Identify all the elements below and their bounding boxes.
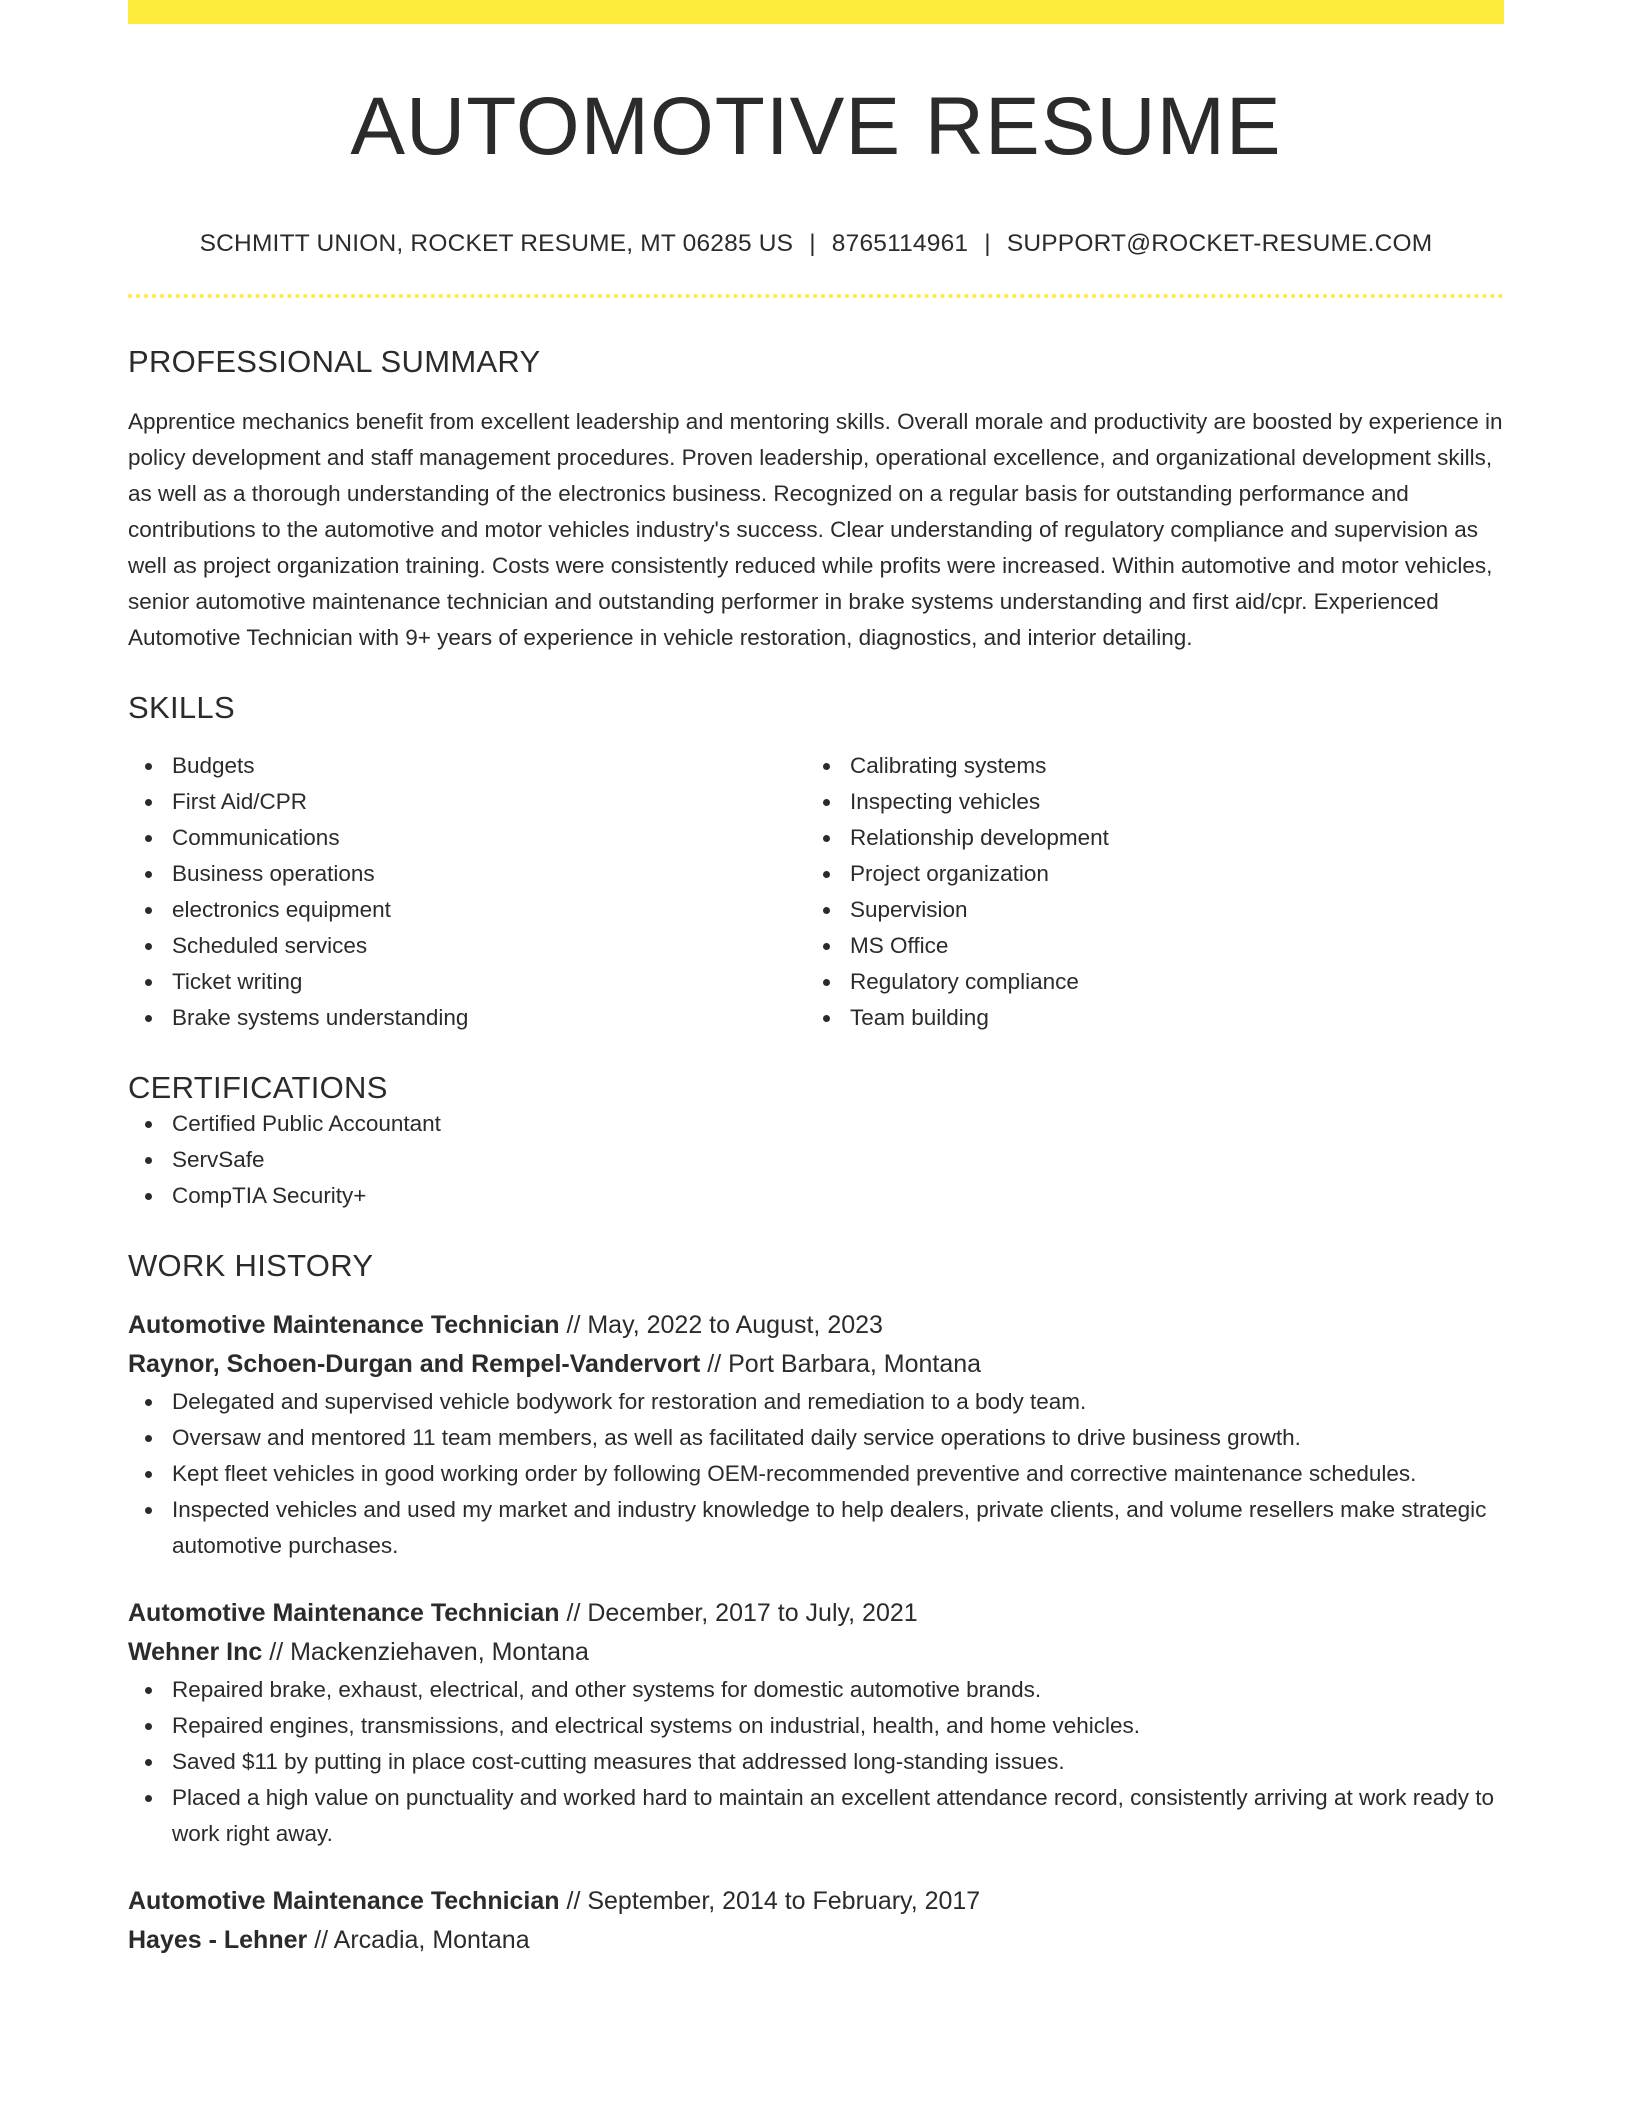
- certification-item: ServSafe: [172, 1142, 1504, 1178]
- job-role-line: [128, 1882, 1504, 1921]
- skills-heading: SKILLS: [128, 690, 235, 726]
- skill-item: Scheduled services: [172, 928, 806, 964]
- header-divider: [128, 294, 1504, 298]
- certifications-list: [128, 1106, 1504, 1214]
- job-role: Automotive Maintenance Technician: [128, 1599, 560, 1628]
- contact-line: [128, 230, 1504, 258]
- skill-item: Calibrating systems: [850, 748, 1484, 784]
- job-role-line: [128, 1594, 1504, 1633]
- resume-page: [128, 0, 1504, 1960]
- job-dates: // May, 2022 to August, 2023: [566, 1311, 883, 1340]
- contact-email: SUPPORT@ROCKET-RESUME.COM: [1006, 230, 1433, 258]
- skill-item: First Aid/CPR: [172, 784, 806, 820]
- job-company-line: [128, 1633, 1504, 1672]
- certification-item: CompTIA Security+: [172, 1178, 1504, 1214]
- skill-item: Budgets: [172, 748, 806, 784]
- job-entry: [128, 1594, 1504, 1852]
- skill-item: Business operations: [172, 856, 806, 892]
- job-role-line: [128, 1306, 1504, 1345]
- summary-heading: PROFESSIONAL SUMMARY: [128, 344, 541, 380]
- work-history-heading: WORK HISTORY: [128, 1248, 374, 1284]
- contact-separator: |: [984, 230, 991, 258]
- job-role: Automotive Maintenance Technician: [128, 1311, 560, 1340]
- job-bullet: Repaired engines, transmissions, and electrical systems on industrial, health, and home vehicles.: [172, 1708, 1504, 1744]
- certifications-heading: CERTIFICATIONS: [128, 1070, 388, 1106]
- skills-grid: [128, 748, 1504, 1036]
- contact-separator: |: [809, 230, 816, 258]
- job-bullets: [128, 1384, 1504, 1564]
- job-bullet: Placed a high value on punctuality and worked hard to maintain an excellent attendance record, consistently arriving at work ready to work right away.: [172, 1780, 1504, 1852]
- skill-item: Team building: [850, 1000, 1484, 1036]
- skill-item: Relationship development: [850, 820, 1484, 856]
- job-company-line: [128, 1921, 1504, 1960]
- job-dates: // September, 2014 to February, 2017: [566, 1887, 981, 1916]
- contact-phone: 8765114961: [831, 230, 969, 258]
- summary-text: Apprentice mechanics benefit from excellent leadership and mentoring skills. Overall morale and productivity are boosted by experience in policy development and staff management procedures. Proven leadership, operational excellence, and organizational development skills, as well as a thorough understanding of the electronics business. Recognized on a regular basis for outstanding performance and contributions to the automotive and motor vehicles industry's success. Clear understanding of regulatory compliance and supervision as well as project organization training. Costs were consistently reduced while profits were increased. Within automotive and motor vehicles, senior automotive maintenance technician and outstanding performer in brake systems understanding and first aid/cpr. Experienced Automotive Technician with 9+ years of experience in vehicle restoration, diagnostics, and interior detailing.: [128, 409, 1503, 651]
- job-bullet: Kept fleet vehicles in good working order by following OEM-recommended preventive and corrective maintenance schedules.: [172, 1456, 1504, 1492]
- skill-item: Supervision: [850, 892, 1484, 928]
- job-bullet: Repaired brake, exhaust, electrical, and other systems for domestic automotive brands.: [172, 1672, 1504, 1708]
- job-company-line: [128, 1345, 1504, 1384]
- job-bullet: Saved $11 by putting in place cost-cutting measures that addressed long-standing issues.: [172, 1744, 1504, 1780]
- contact-address: SCHMITT UNION, ROCKET RESUME, MT 06285 US: [199, 230, 794, 258]
- skills-column-right: [806, 748, 1484, 1036]
- job-company: Raynor, Schoen-Durgan and Rempel-Vandervort: [128, 1350, 701, 1379]
- job-bullet: Inspected vehicles and used my market and industry knowledge to help dealers, private clients, and volume resellers make strategic automotive purchases.: [172, 1492, 1504, 1564]
- skill-item: Ticket writing: [172, 964, 806, 1000]
- job-company: Wehner Inc: [128, 1638, 263, 1667]
- skill-item: Communications: [172, 820, 806, 856]
- job-entry: [128, 1306, 1504, 1564]
- resume-title: AUTOMOTIVE RESUME: [350, 81, 1282, 172]
- job-company: Hayes - Lehner: [128, 1926, 308, 1955]
- job-bullets: [128, 1672, 1504, 1852]
- top-accent-bar: [128, 0, 1504, 24]
- certification-item: Certified Public Accountant: [172, 1106, 1504, 1142]
- job-location: // Mackenziehaven, Montana: [269, 1638, 589, 1667]
- skills-column-left: [128, 748, 806, 1036]
- job-entry: [128, 1882, 1504, 1960]
- skill-item: Inspecting vehicles: [850, 784, 1484, 820]
- skill-item: Project organization: [850, 856, 1484, 892]
- job-dates: // December, 2017 to July, 2021: [566, 1599, 918, 1628]
- job-location: // Arcadia, Montana: [314, 1926, 530, 1955]
- skill-item: MS Office: [850, 928, 1484, 964]
- job-bullet: Oversaw and mentored 11 team members, as well as facilitated daily service operations to drive business growth.: [172, 1420, 1504, 1456]
- skill-item: Regulatory compliance: [850, 964, 1484, 1000]
- job-bullet: Delegated and supervised vehicle bodywork for restoration and remediation to a body team.: [172, 1384, 1504, 1420]
- skill-item: electronics equipment: [172, 892, 806, 928]
- job-location: // Port Barbara, Montana: [707, 1350, 982, 1379]
- job-role: Automotive Maintenance Technician: [128, 1887, 560, 1916]
- skill-item: Brake systems understanding: [172, 1000, 806, 1036]
